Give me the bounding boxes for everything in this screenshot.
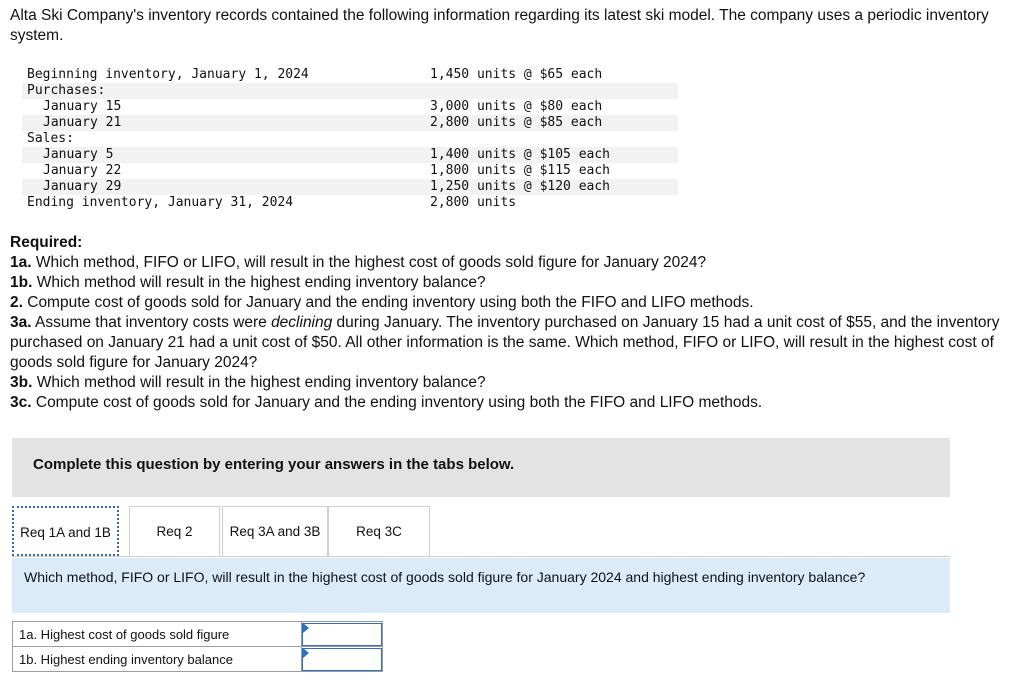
purchase-value: 2,800 units @ $85 each — [430, 115, 603, 130]
answer-label: 1b. Highest ending inventory balance — [13, 647, 302, 672]
question-3b — [10, 373, 1015, 393]
question-prompt: Which method, FIFO or LIFO, will result in the highest cost of goods sold figure for January 2024 and highest ending inventory balance? — [24, 569, 866, 585]
tab-req-2[interactable]: Req 2 — [129, 506, 220, 556]
tab-req-1a-1b[interactable]: Req 1A and 1B — [12, 506, 119, 556]
question-text: Compute cost of goods sold for January and the ending inventory using both the FIFO and LIFO methods. — [31, 394, 763, 411]
question-1b — [10, 273, 1015, 293]
sale-row — [22, 163, 678, 179]
emphasis-text: declining — [271, 314, 333, 331]
answer-row — [13, 647, 383, 672]
question-text: during January. The inventory purchased on January 15 had a unit cost of $55, and the inventory purchased on January 21 had a unit cost of $50. All other information is the same. Which method, FIFO or LIFO, will result in the highest cost of goods sold figure for January 2024? — [10, 314, 1000, 371]
purchases-header-row — [22, 83, 678, 99]
input-marker-icon — [303, 648, 309, 658]
answer-row — [13, 622, 383, 647]
question-2 — [10, 293, 1015, 313]
sale-value: 1,400 units @ $105 each — [430, 147, 611, 162]
tab-divider — [12, 556, 950, 557]
question-1a — [10, 253, 1015, 273]
sale-value: 1,250 units @ $120 each — [430, 179, 611, 194]
sale-row — [22, 147, 678, 163]
question-3a — [10, 313, 1015, 373]
question-panel — [12, 558, 950, 613]
question-text: Compute cost of goods sold for January and the ending inventory using both the FIFO and LIFO methods. — [22, 294, 754, 311]
question-text: Which method will result in the highest ending inventory balance? — [32, 274, 486, 291]
question-text: Which method, FIFO or LIFO, will result in the highest cost of goods sold figure for January 2024? — [31, 254, 707, 271]
beginning-label: Beginning inventory, January 1, 2024 — [27, 67, 309, 82]
purchase-date: January 21 — [43, 115, 122, 130]
question-number: 2. — [10, 294, 23, 311]
purchase-row — [22, 115, 678, 131]
inventory-records — [22, 67, 678, 211]
question-text: Which method will result in the highest ending inventory balance? — [32, 374, 486, 391]
question-number: 3b. — [10, 374, 33, 391]
problem-intro: Alta Ski Company's inventory records contained the following information regarding its latest ski model. The company uses a periodic inventory system. — [10, 7, 989, 44]
required-section — [10, 233, 1015, 413]
input-marker-icon — [303, 623, 309, 633]
purchase-date: January 15 — [43, 99, 122, 114]
answer-label: 1a. Highest cost of goods sold figure — [13, 622, 302, 647]
sale-row — [22, 179, 678, 195]
purchase-value: 3,000 units @ $80 each — [430, 99, 603, 114]
question-number: 1a. — [10, 254, 32, 271]
sale-date: January 5 — [43, 147, 114, 162]
question-number: 1b. — [10, 274, 33, 291]
answer-1a-input[interactable] — [302, 623, 382, 646]
tab-req-3c[interactable]: Req 3C — [328, 506, 430, 556]
sale-value: 1,800 units @ $115 each — [430, 163, 611, 178]
beginning-value: 1,450 units @ $65 each — [430, 67, 603, 82]
purchase-row — [22, 99, 678, 115]
ending-row — [22, 195, 678, 211]
question-number: 3a. — [10, 314, 32, 331]
purchases-label: Purchases: — [27, 83, 106, 98]
answer-cell — [302, 647, 383, 672]
answer-cell — [302, 622, 383, 647]
sales-label: Sales: — [27, 131, 74, 146]
ending-label: Ending inventory, January 31, 2024 — [27, 195, 294, 210]
required-heading: Required: — [10, 234, 83, 251]
tab-req-3a-3b[interactable]: Req 3A and 3B — [222, 506, 328, 556]
sales-header-row — [22, 131, 678, 147]
ending-value: 2,800 units — [430, 195, 517, 210]
beginning-row — [22, 67, 678, 83]
instruction-text: Complete this question by entering your answers in the tabs below. — [33, 456, 515, 473]
instruction-banner — [12, 438, 950, 497]
question-number: 3c. — [10, 394, 32, 411]
sale-date: January 22 — [43, 163, 122, 178]
question-3c — [10, 393, 1015, 413]
sale-date: January 29 — [43, 179, 122, 194]
answer-1b-input[interactable] — [302, 648, 382, 671]
question-text: Assume that inventory costs were — [31, 314, 272, 331]
answer-table — [12, 621, 383, 672]
